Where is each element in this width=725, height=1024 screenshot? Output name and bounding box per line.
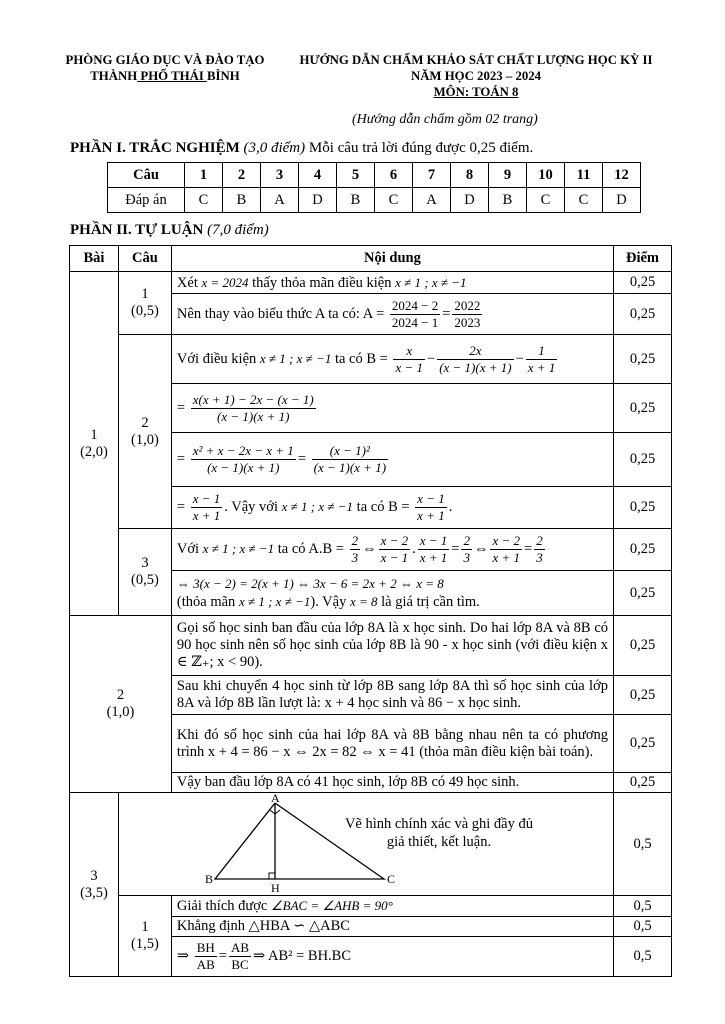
score-cell: 0,25 (614, 676, 672, 715)
content-cell: Giải thích được ∠BAC = ∠AHB = 90° (171, 896, 613, 917)
score-cell: 0,25 (614, 571, 672, 616)
table-row (70, 616, 672, 676)
bai1-cau3: 3 (0,5) (118, 529, 171, 616)
table-row (70, 272, 672, 294)
content-cell: ⇔ 3(x − 2) = 2(x + 1) ⇔ 3x − 6 = 2x + 2 ⇔ x = 8 (thỏa mãn x ≠ 1 ; x ≠ −1). Vậy x = 8 là giá trị cần tìm. (171, 571, 613, 616)
bai3-cau1: 1 (1,5) (118, 896, 171, 977)
content-cell: = $\frac{x - 1}{x + 1}$ . Vậy với x ≠ 1 ; x ≠ −1 ta có B = $\frac{x - 1}{x + 1}$ . (171, 487, 613, 529)
table-row (70, 335, 672, 384)
content-cell: Khẳng định △HBA ∽ △ABC (171, 917, 613, 937)
score-cell: 0,25 (614, 487, 672, 529)
city-name: THÀNH PHỐ THÁI BÌNH (90, 69, 240, 83)
content-cell: = $\frac{\text{x² + x − 2x − x + 1}}{(x - 1)(x + 1)}$ = $\frac{\text{(x − 1)²}}{(x - 1)(x + 1)}$ (171, 433, 613, 487)
score-cell: 0,5 (614, 896, 672, 917)
score-cell: 0,5 (614, 793, 672, 896)
bai3-cell: 3 (3,5) (70, 793, 119, 977)
score-cell: 0,25 (614, 773, 672, 793)
score-cell: 0,25 (614, 616, 672, 676)
score-cell: 0,25 (614, 384, 672, 433)
content-cell: Với x ≠ 1 ; x ≠ −1 ta có A.B = $\frac{2}{3}$ ⇔ $\frac{x - 2}{x - 1}$ . $\frac{x - 1}{x + 1}$ = $\frac{2}{3}$ ⇔ $\frac{x - 2}{x + 1}$ = $\frac{2}{3}$ (171, 529, 613, 571)
bai1-cell: 1 (2,0) (70, 272, 119, 616)
bai2-cell: 2 (1,0) (70, 616, 172, 793)
figure-note: Vẽ hình chính xác và ghi đầy đủ giả thiết, kết luận. (344, 816, 533, 850)
content-cell: Gọi số học sinh ban đầu của lớp 8A là x học sinh. Do hai lớp 8A và 8B có 90 học sinh nên số học sinh của lớp 8B là 90 - x học sinh (với điều kiện x ∈ ℤ₊; x < 90). (171, 616, 613, 676)
content-cell: Với điều kiện x ≠ 1 ; x ≠ −1 ta có B = $\frac{x}{x - 1}$ − $\frac{2x}{(x - 1)(x + 1)}$ − $\frac{1}{x + 1}$ (171, 335, 613, 384)
figure-cell (118, 793, 613, 896)
content-cell: Xét x = 2024 thấy thỏa mãn điều kiện x ≠ 1 ; x ≠ −1 (171, 272, 613, 294)
score-cell: 0,25 (614, 433, 672, 487)
content-cell: = $\frac{x(x + 1) - 2x - (x - 1)}{(x - 1)(x + 1)}$ (171, 384, 613, 433)
bai1-cau2: 2 (1,0) (118, 335, 171, 529)
vertex-h-label: H (270, 881, 280, 895)
vertex-a-label: A (270, 793, 280, 805)
bai1-cau1: 1 (0,5) (118, 272, 171, 335)
content-cell: ⇒ $\frac{BH}{AB}$ = $\frac{AB}{BC}$ ⇒ AB² = BH.BC (171, 937, 613, 977)
table-row (70, 896, 672, 917)
part1-heading: PHẦN I. TRẮC NGHIỆM (3,0 điểm) Mỗi câu trả lời đúng được 0,25 điểm. (70, 140, 534, 156)
answer-row: Đáp án C B A D B C A D B C C D (108, 188, 641, 213)
grading-table (69, 245, 672, 977)
content-cell: Sau khi chuyển 4 học sinh từ lớp 8B sang lớp 8A thì số học sinh của lớp 8A và lớp 8B lần lượt là: x + 4 học sinh và 86 − x học sinh. (171, 676, 613, 715)
content-cell: Nên thay vào biểu thức A ta có: A = $\frac{2024 - 2}{2024 - 1}$ = $\frac{2022}{2023}$ (171, 294, 613, 335)
part2-heading: PHẦN II. TỰ LUẬN (7,0 điểm) (70, 222, 269, 238)
answer-key-table (107, 162, 641, 213)
score-cell: 0,5 (614, 937, 672, 977)
table-row (70, 793, 672, 896)
score-cell: 0,25 (614, 272, 672, 294)
department-name: PHÒNG GIÁO DỤC VÀ ĐÀO TẠO (65, 53, 265, 67)
score-cell: 0,25 (614, 335, 672, 384)
score-cell: 0,25 (614, 715, 672, 773)
school-year: NĂM HỌC 2023 – 2024 (410, 69, 542, 83)
doc-title: HƯỚNG DẪN CHẤM KHẢO SÁT CHẤT LƯỢNG HỌC KỲ II (299, 53, 653, 67)
subject: MÔN: TOÁN 8 (433, 85, 519, 99)
score-cell: 0,5 (614, 917, 672, 937)
page-note: (Hướng dẫn chấm gồm 02 trang) (352, 112, 538, 127)
vertex-c-label: C (386, 872, 395, 886)
header-left (46, 52, 284, 84)
score-cell: 0,25 (614, 294, 672, 335)
header-right (286, 52, 666, 100)
grading-header-row: Bài Câu Nội dung Điểm (70, 246, 672, 272)
content-cell: Khi đó số học sinh của hai lớp 8A và 8B bằng nhau nên ta có phương trình x + 4 = 86 − x ⇔ 2x = 82 ⇔ x = 41 (thỏa mãn điều kiện bài toán). (171, 715, 613, 773)
content-cell: Vậy ban đầu lớp 8A có 41 học sinh, lớp 8B có 49 học sinh. (171, 773, 613, 793)
vertex-b-label: B (204, 872, 213, 886)
score-cell: 0,25 (614, 529, 672, 571)
question-row: Câu 1 2 3 4 5 6 7 8 9 10 11 12 (108, 163, 641, 188)
table-row (70, 529, 672, 571)
